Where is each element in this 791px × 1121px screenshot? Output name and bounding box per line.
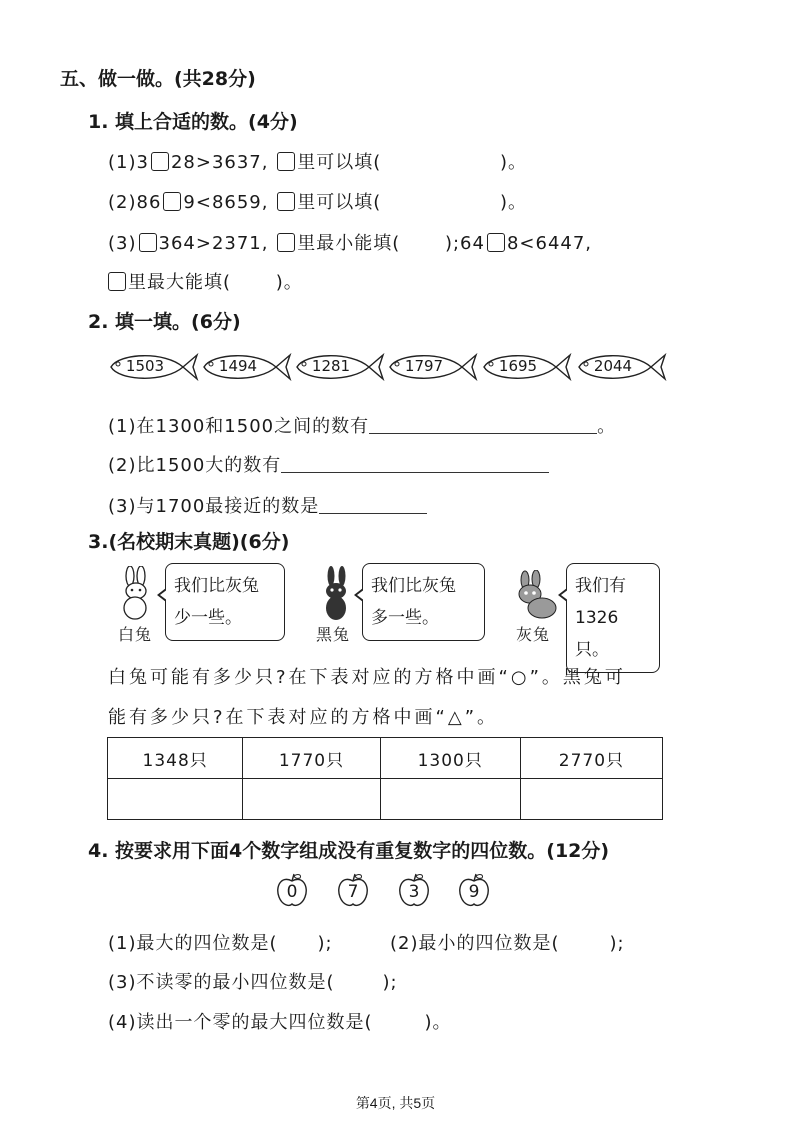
answer-box[interactable] [487,233,505,252]
digit-label: 7 [347,882,359,902]
fish-number-label: 1797 [404,357,444,375]
speech-bubble: 我们有 1326只。 [566,563,660,673]
digit-apple [395,873,433,909]
table-header-cell: 1300只 [380,738,520,779]
q3-title: 3.(名校期末真题)(6分) [88,531,290,553]
fish-number-label: 1281 [311,357,351,375]
digit-apple [455,873,493,909]
answer-table [107,737,663,820]
answer-line[interactable] [281,454,549,473]
answer-line[interactable] [319,495,427,514]
black-rabbit-icon [316,566,356,622]
fish-number [573,347,673,387]
q1-line1: (1)3 28>3637, 里可以填( )。 [108,152,528,173]
answer-cell[interactable] [243,779,380,820]
answer-box[interactable] [139,233,157,252]
fish-number [198,347,298,387]
page-footer: 第4页, 共5页 [355,1095,436,1111]
answer-box[interactable] [151,152,169,171]
answer-cell[interactable] [108,779,243,820]
q1-line3: (3) 364>2371, 里最小能填( );64 8<6447, [108,233,593,254]
fish-number [291,347,391,387]
box-symbol [277,233,295,252]
fish-number [384,347,484,387]
answer-cell[interactable] [520,779,662,820]
rabbit-name: 黑兔 [316,625,351,644]
q2-sub2: (2)比1500大的数有 [108,451,549,477]
q4-title: 4. 按要求用下面4个数字组成没有重复数字的四位数。(12分) [88,840,610,862]
q2-title: 2. 填一填。(6分) [88,311,241,333]
answer-line[interactable] [369,415,597,434]
speech-bubble: 我们比灰兔 多一些。 [362,563,485,641]
table-header-cell: 2770只 [520,738,662,779]
grey-rabbit-icon [510,570,560,620]
answer-cell[interactable] [380,779,520,820]
q4-sub1: (1)最大的四位数是( ); [108,933,333,954]
digit-apple [334,873,372,909]
table-header-cell: 1770只 [243,738,380,779]
q4-sub4: (4)读出一个零的最大四位数是( )。 [108,1012,452,1033]
table-header-cell: 1348只 [108,738,243,779]
table-answer-row [108,779,663,820]
digit-label: 3 [408,882,420,902]
box-symbol [277,152,295,171]
section-title: 五、做一做。(共28分) [60,68,256,90]
fish-number [478,347,578,387]
rabbit-name: 白兔 [118,625,153,644]
q3-instruction-1: 白兔可能有多少只?在下表对应的方格中画“○”。黑兔可 [108,667,626,688]
answer-box[interactable] [163,192,181,211]
fish-number-label: 1494 [218,357,258,375]
q4-sub2: (2)最小的四位数是( ); [390,933,625,954]
speech-bubble: 我们比灰兔 少一些。 [165,563,285,641]
fish-number [105,347,205,387]
digit-label: 0 [286,882,298,902]
digit-apple [273,873,311,909]
digit-label: 9 [468,882,480,902]
fish-number-label: 1503 [125,357,165,375]
q1-line4: 里最大能填( )。 [106,268,303,294]
q1-line2: (2)86 9<8659, 里可以填( )。 [108,192,528,213]
white-rabbit-icon [114,566,160,622]
q2-sub1: (1)在1300和1500之间的数有 。 [108,416,617,437]
fish-number-label: 2044 [593,357,633,375]
q3-instruction-2: 能有多少只?在下表对应的方格中画“△”。 [108,707,499,728]
box-symbol [277,192,295,211]
rabbit-name: 灰兔 [516,625,551,644]
table-header-row [108,738,663,779]
box-symbol [108,272,126,291]
q1-title: 1. 填上合适的数。(4分) [88,111,298,133]
q4-sub3: (3)不读零的最小四位数是( ); [108,972,398,993]
q2-sub3: (3)与1700最接近的数是 [108,492,427,518]
fish-number-label: 1695 [498,357,538,375]
